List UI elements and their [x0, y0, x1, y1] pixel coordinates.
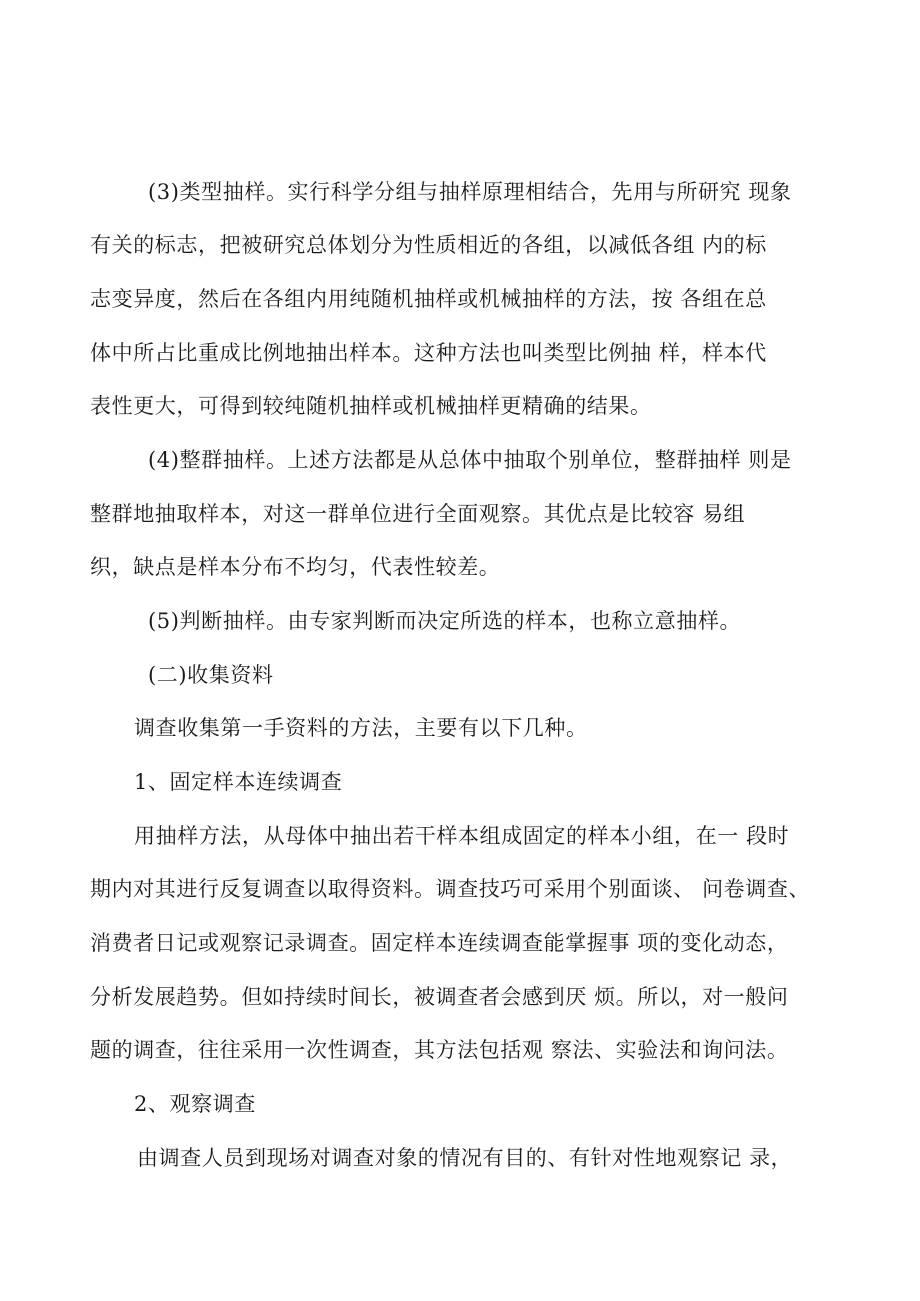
section-heading: (二)收集资料 — [148, 663, 274, 687]
text-line: 志变异度，然后在各组内用纯随机抽样或机械抽样的方法，按 各组在总 — [90, 287, 767, 311]
text-line: (4)整群抽样。上述方法都是从总体中抽取个别单位，整群抽样 则是 — [148, 448, 792, 472]
text-line: 消费者日记或观察记录调查。固定样本连续调查能掌握事 项的变化动态， — [90, 931, 789, 955]
text-line: 体中所占比重成比例地抽出样本。这种方法也叫类型比例抽 样，样本代 — [90, 341, 767, 365]
text-line: (3)类型抽样。实行科学分组与抽样原理相结合，先用与所研究 现象 — [148, 180, 792, 204]
text-line: 用抽样方法，从母体中抽出若干样本组成固定的样本小组，在一 段时 — [134, 824, 790, 848]
text-line: 分析发展趋势。但如持续时间长，被调查者会感到厌 烦。所以，对一般问 — [90, 985, 789, 1009]
text-line: 期内对其进行反复调查以取得资料。调查技巧可采用个别面谈、 问卷调查、 — [90, 877, 811, 901]
subsection-heading: 1、固定样本连续调查 — [134, 770, 343, 794]
text-line: 整群地抽取样本，对这一群单位进行全面观察。其优点是比较容 易组 — [90, 502, 746, 526]
subsection-heading: 2、观察调查 — [134, 1092, 256, 1116]
text-line: (5)判断抽样。由专家判断而决定所选的样本，也称立意抽样。 — [148, 609, 742, 633]
text-line: 由调查人员到现场对调查对象的情况有目的、有针对性地观察记 录， — [137, 1146, 793, 1170]
text-line: 表性更大，可得到较纯随机抽样或机械抽样更精确的结果。 — [90, 394, 652, 418]
text-line: 调查收集第一手资料的方法，主要有以下几种。 — [134, 716, 588, 740]
text-line: 题的调查，往往采用一次性调查，其方法包括观 察法、实验法和询问法。 — [90, 1038, 789, 1062]
text-line: 织，缺点是样本分布不均匀，代表性较差。 — [90, 555, 501, 579]
text-line: 有关的标志，把被研究总体划分为性质相近的各组，以减低各组 内的标 — [90, 233, 767, 257]
